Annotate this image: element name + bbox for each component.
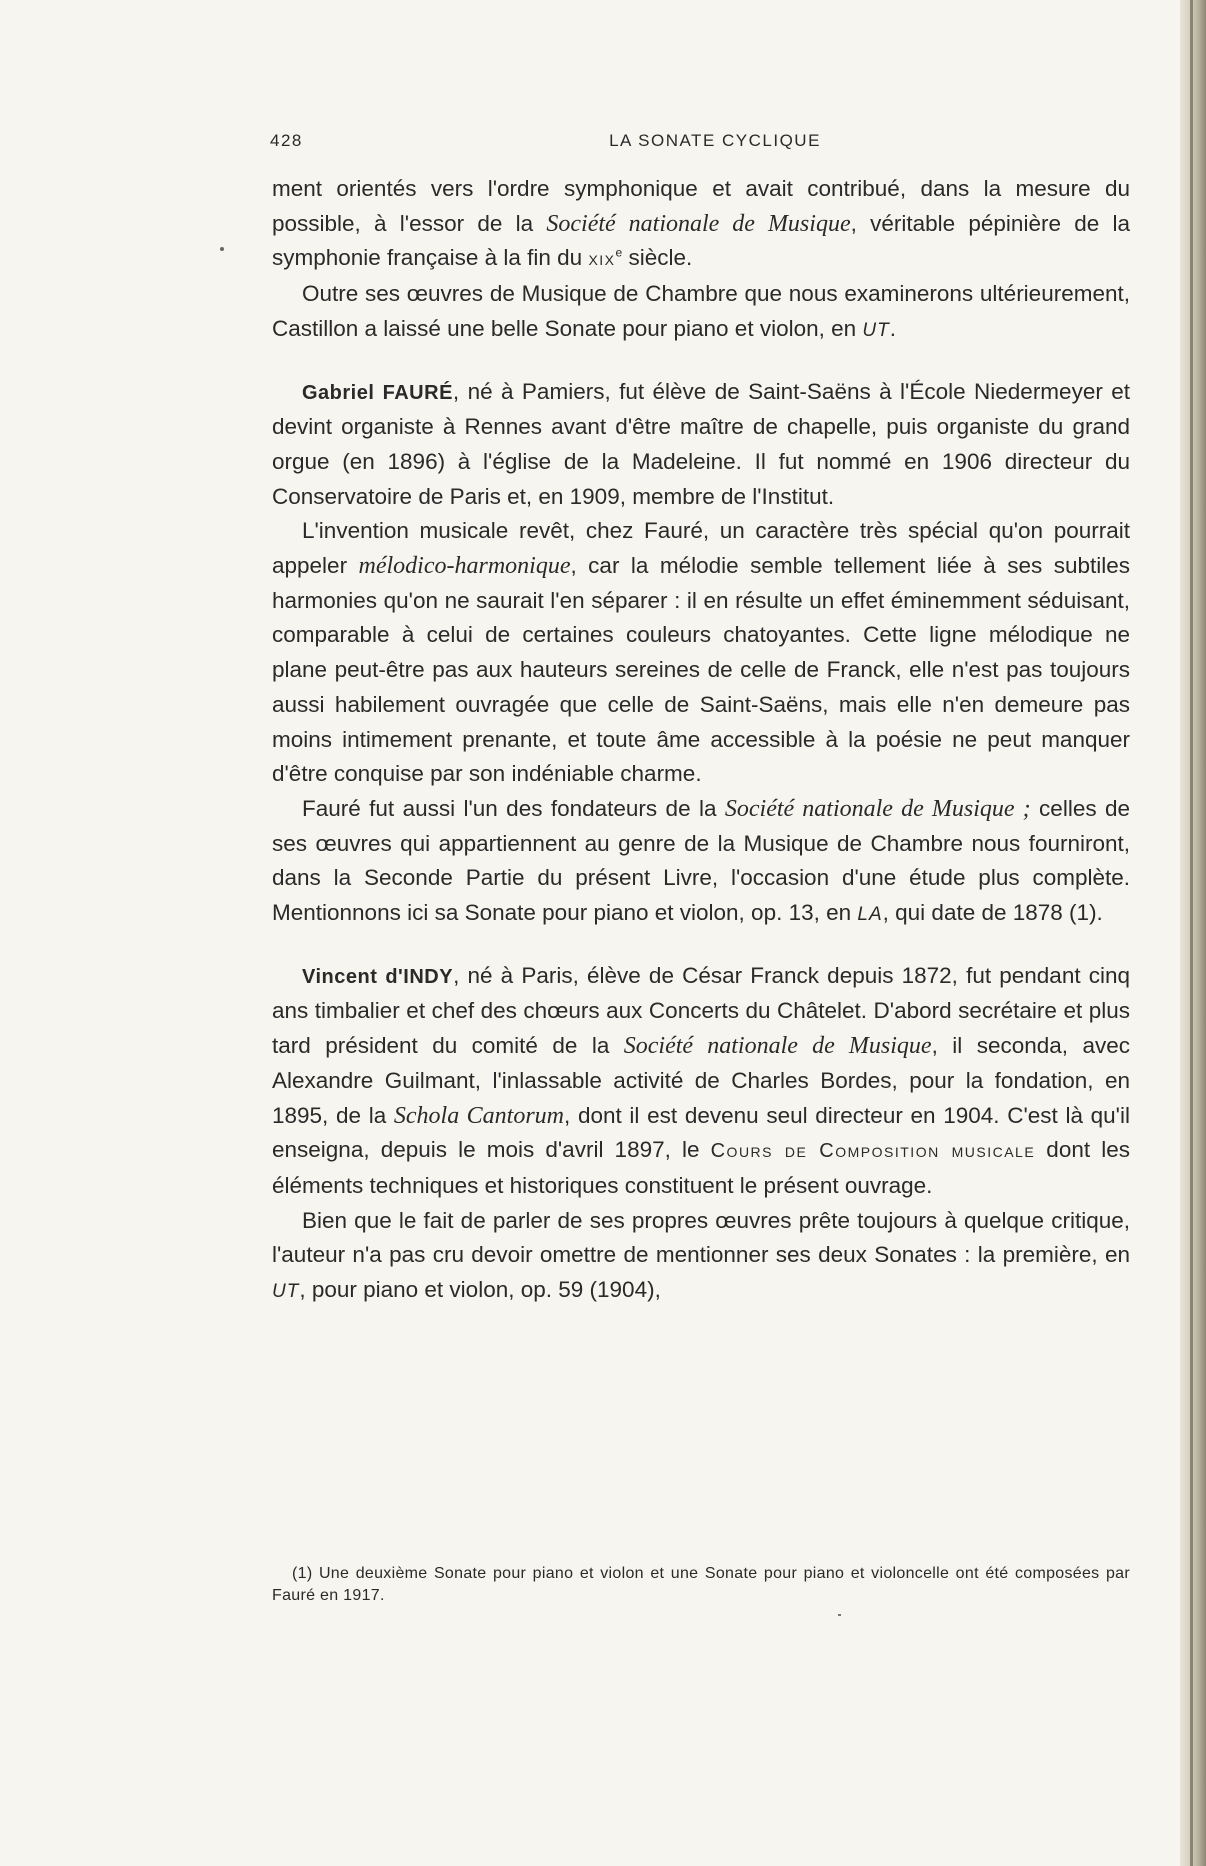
- paper-speck: [838, 1614, 841, 1616]
- text-run: Fauré fut aussi l'un des fondateurs de la: [302, 795, 725, 821]
- text-run: ment orientés vers l'ordre symphonique et avait contribué, dans la mesure du possible, à l'essor de la: [272, 176, 1130, 236]
- composer-name: Vincent d'INDY: [302, 965, 454, 988]
- text-run: dont les éléments techniques et historiques constituent le présent ouvrage.: [272, 1137, 1130, 1198]
- italic-text: mélodico-harmonique: [358, 553, 571, 580]
- page-number: 428: [270, 131, 303, 150]
- paragraph: [272, 172, 1130, 277]
- text-run: , qui date de 1878 (1).: [882, 900, 1103, 926]
- text-run: Bien que le fait de parler de ses propres œuvres prête toujours à quelque critique, l'auteur n'a pas cru devoir omettre de mentionner ses deux Sonates : la première, en: [272, 1207, 1130, 1268]
- italic-text: Société nationale de Musique: [623, 1033, 932, 1060]
- page-edge: [1180, 0, 1206, 1866]
- composer-name: Gabriel FAURÉ: [302, 381, 453, 404]
- paragraph: [272, 959, 1130, 1204]
- text-run: , dont il est devenu seul directeur en 1904. C'est là qu'il enseigna, depuis le mois d'avril 1897, le: [272, 1102, 1130, 1163]
- musical-key: UT: [272, 1281, 300, 1303]
- text-run: , né à Pamiers, fut élève de Saint-Saëns à l'École Niedermeyer et devint organiste à Rennes avant d'être maître de chapelle, puis organiste du grand orgue (en 1896) à l'église de la Madeleine. Il fut nommé en 1906 directeur du Conservatoire de Paris et, en 1909, membre de l'Institut.: [272, 378, 1130, 509]
- text-run: , pour piano et violon, op. 59 (1904),: [299, 1277, 661, 1303]
- text-run: , né à Paris, élève de César Franck depuis 1872, fut pendant cinq ans timbalier et chef des chœurs aux Concerts du Châtelet. D'abord secrétaire et plus tard président du comité de la: [272, 962, 1131, 1059]
- musical-key: UT: [862, 319, 890, 341]
- paragraph: [272, 792, 1130, 933]
- small-caps-text: Cours de Composition musicale: [710, 1140, 1036, 1163]
- footnote: (1) Une deuxième Sonate pour piano et violon et une Sonate pour piano et violoncelle ont été composées par Fauré en 1917.: [272, 1565, 1130, 1604]
- italic-text: Société nationale de Musique ;: [724, 795, 1031, 822]
- margin-mark: [220, 247, 224, 251]
- paragraph: [272, 375, 1130, 515]
- century-numeral: xix: [588, 248, 616, 271]
- text-run: .: [889, 315, 896, 341]
- text-run: , il seconda, avec Alexandre Guilmant, l'inlassable activité de Charles Bordes, pour la fondation, en 1895, de la: [272, 1033, 1130, 1128]
- paragraph: [272, 1204, 1130, 1310]
- paragraph: [272, 277, 1130, 348]
- italic-text: Société nationale de Musique: [546, 210, 851, 237]
- text-run: Outre ses œuvres de Musique de Chambre que nous examinerons ultérieurement, Castillon a laissé une belle Sonate pour piano et violon, en: [272, 281, 1130, 341]
- superscript: e: [615, 245, 623, 260]
- running-header: [270, 131, 1130, 155]
- text-run: celles de ses œuvres qui appartiennent au genre de la Musique de Chambre nous fourniront, dans la Seconde Partie du présent Livre, l'occasion d'une étude plus complète. Mentionnons ici sa Sonate pour piano et violon, op. 13, en: [272, 795, 1130, 926]
- text-run: , car la mélodie semble tellement liée à ses subtiles harmonies qu'on ne saurait l'en séparer : il en résulte un effet éminemment séduisant, comparable à celui de certaines couleurs chatoyantes. Cette ligne mélodique ne plane peut-être pas aux hauteurs sereines de celle de Franck, elle n'est pas toujours aussi habilement ouvragée que celle de Saint-Saëns, mais elle n'en demeure pas moins intimement prenante, et toute âme accessible à la poésie ne peut manquer d'être conquise par son indéniable charme.: [272, 553, 1130, 787]
- paragraph: [272, 514, 1130, 792]
- text-run: siècle.: [622, 245, 693, 271]
- musical-key: LA: [857, 904, 883, 926]
- italic-text: Schola Cantorum: [393, 1102, 565, 1129]
- body-text: [272, 172, 1130, 1310]
- text-run: L'invention musicale revêt, chez Fauré, un caractère très spécial qu'on pourrait appeler: [272, 518, 1130, 579]
- running-title: LA SONATE CYCLIQUE: [609, 131, 821, 150]
- page-edge-shadow: [1190, 0, 1193, 1866]
- text-run: , véritable pépinière de la symphonie française à la fin du: [272, 210, 1130, 271]
